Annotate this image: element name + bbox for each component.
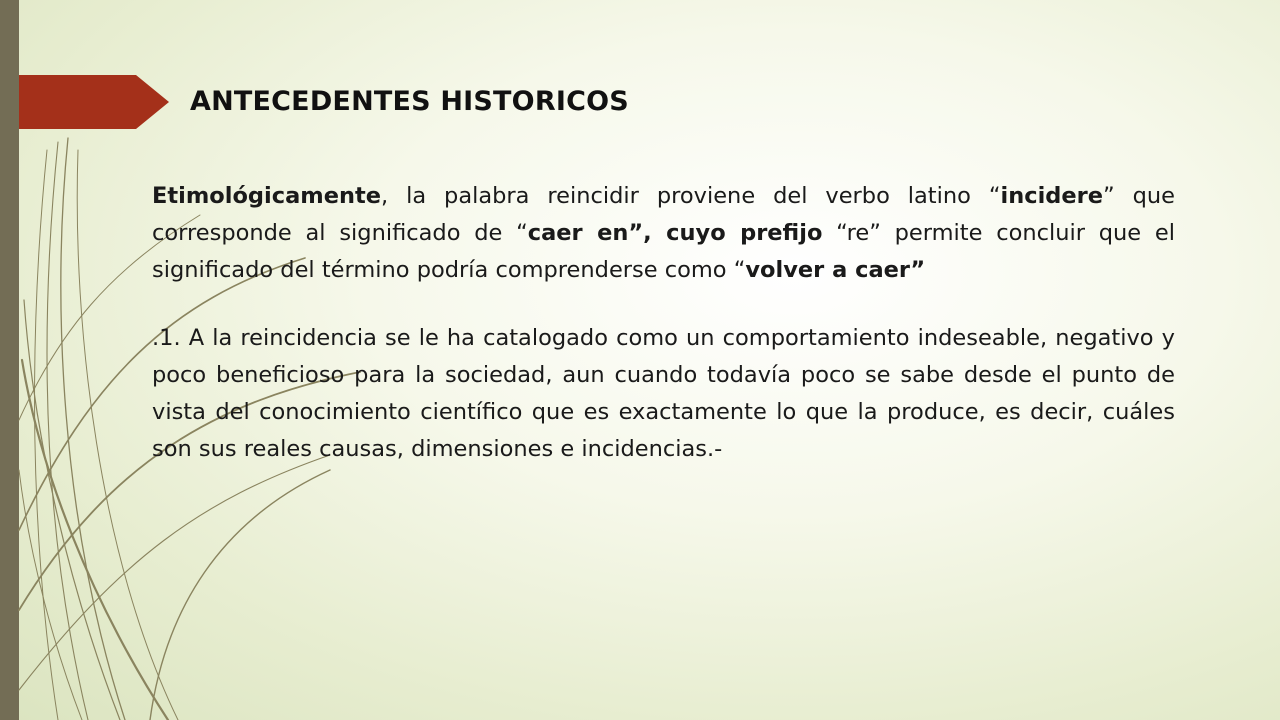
slide-title: ANTECEDENTES HISTORICOS <box>190 86 629 117</box>
term-volver-a-caer: volver a caer” <box>745 257 926 283</box>
term-caer-en: caer en”, cuyo prefijo <box>527 220 823 246</box>
term-etimologicamente: Etimológicamente <box>152 183 381 209</box>
paragraph-recidivism: .1. A la reincidencia se le ha catalogado como un comportamiento indeseable, negativo y poco beneficioso para la sociedad, aun cuando todavía poco se sabe desde el punto de vista del conocimiento científico que es exactamente lo que la produce, es decir, cuáles son sus reales causas, dimensiones e incidencias.- <box>152 325 1175 462</box>
paragraph-etymology: Etimológicamente, la palabra reincidir proviene del verbo latino “incidere” que corresponde al significado de “caer en”, cuyo prefijo “re” permite concluir que el significado del término podría comprenderse como “volver a caer” <box>152 183 1175 283</box>
slide-content <box>152 178 1175 468</box>
term-incidere: incidere <box>1000 183 1104 209</box>
